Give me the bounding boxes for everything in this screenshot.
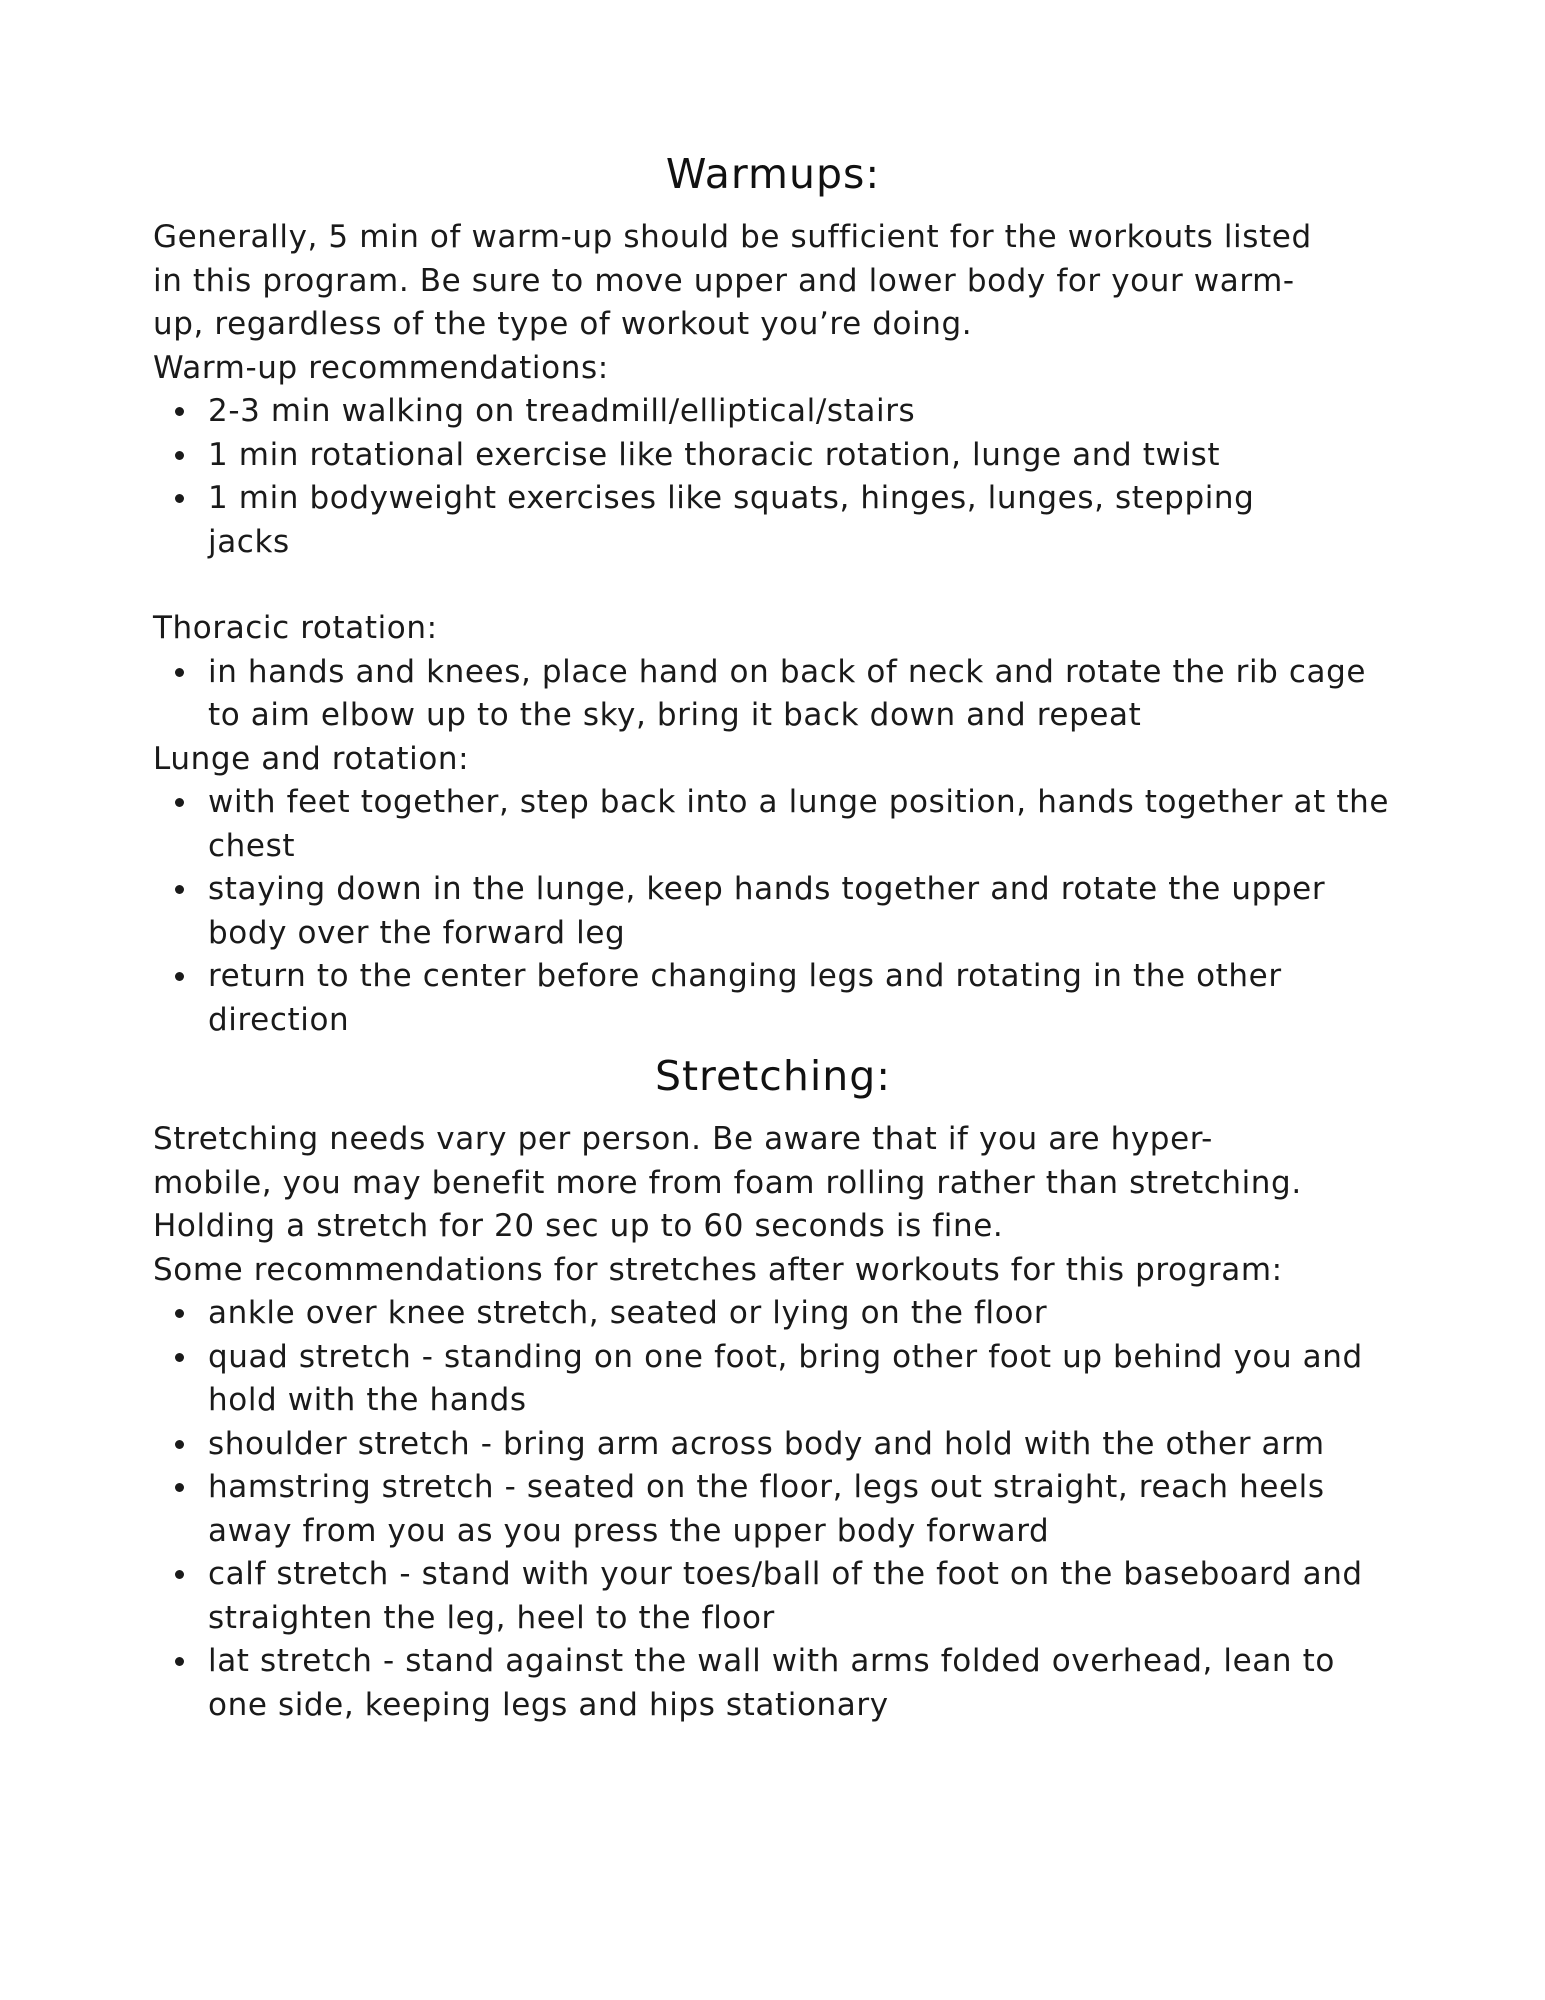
list-item-text: staying down in the lunge, keep hands together and rotate the upper body over the forward leg xyxy=(208,871,1326,951)
bullet-icon xyxy=(175,798,184,807)
stretch-recommendations-label: Some recommendations for stretches after workouts for this program: xyxy=(153,1251,1283,1288)
list-item-text: 1 min bodyweight exercises like squats, hinges, lunges, stepping jacks xyxy=(208,480,1255,560)
list-item xyxy=(208,390,1393,434)
list-item-text: quad stretch - standing on one foot, bring other foot up behind you and hold with the hands xyxy=(208,1338,1363,1418)
lunge-rotation-list xyxy=(153,781,1393,1042)
list-item xyxy=(208,1640,1393,1727)
list-item-text: hamstring stretch - seated on the floor, legs out straight, reach heels away from you as you press the upper body forward xyxy=(208,1469,1325,1549)
warmups-heading: Warmups: xyxy=(665,150,881,198)
list-item-text: return to the center before changing legs and rotating in the other direction xyxy=(208,958,1282,1038)
list-item-text: shoulder stretch - bring arm across body and hold with the other arm xyxy=(208,1425,1325,1462)
list-item xyxy=(208,434,1393,478)
list-item xyxy=(208,955,1393,1042)
list-item-text: with feet together, step back into a lunge position, hands together at the chest xyxy=(208,784,1390,864)
bullet-icon xyxy=(175,494,184,503)
bullet-icon xyxy=(175,1440,184,1449)
warmups-intro-line: Generally, 5 min of warm-up should be sufficient for the workouts listed xyxy=(153,219,1312,255)
list-item-text: 2-3 min walking on treadmill/elliptical/stairs xyxy=(208,393,916,429)
stretch-recommendations-list xyxy=(153,1292,1393,1727)
warmups-intro-line: in this program. Be sure to move upper and lower body for your warm- xyxy=(153,262,1295,299)
list-item xyxy=(208,1553,1393,1640)
list-item-text: calf stretch - stand with your toes/ball of the foot on the baseboard and straighten the leg, heel to the floor xyxy=(208,1556,1363,1636)
stretching-intro xyxy=(153,1118,1393,1249)
bullet-icon xyxy=(175,1309,184,1318)
bullet-icon xyxy=(175,668,184,677)
bullet-icon xyxy=(175,1353,184,1362)
list-item-text: lat stretch - stand against the wall with arms folded overhead, lean to one side, keeping legs and hips stationary xyxy=(208,1643,1335,1723)
stretching-intro-line: mobile, you may benefit more from foam rolling rather than stretching. xyxy=(153,1164,1302,1201)
bullet-icon xyxy=(175,1570,184,1579)
list-item xyxy=(208,1336,1393,1423)
thoracic-rotation-label: Thoracic rotation: xyxy=(153,610,438,646)
list-item-text: 1 min rotational exercise like thoracic rotation, lunge and twist xyxy=(208,436,1221,473)
warmup-recommendations-list xyxy=(153,390,1393,564)
list-item xyxy=(208,1292,1393,1336)
warmup-recommendations-label: Warm-up recommendations: xyxy=(153,349,609,386)
list-item xyxy=(208,781,1393,868)
stretching-intro-line: Stretching needs vary per person. Be aware that if you are hyper- xyxy=(153,1121,1213,1157)
list-item xyxy=(208,1423,1393,1467)
list-item xyxy=(208,1466,1393,1553)
stretching-intro-line: Holding a stretch for 20 sec up to 60 seconds is fine. xyxy=(153,1208,1004,1244)
list-item xyxy=(208,868,1393,955)
list-item xyxy=(208,651,1393,738)
stretching-heading: Stretching: xyxy=(654,1052,892,1100)
lunge-rotation-label: Lunge and rotation: xyxy=(153,740,470,777)
bullet-icon xyxy=(175,1483,184,1492)
list-item-text: ankle over knee stretch, seated or lying on the floor xyxy=(208,1295,1048,1331)
warmups-intro xyxy=(153,216,1393,347)
list-item-text: in hands and knees, place hand on back of neck and rotate the rib cage to aim elbow up to the sky, bring it back down and repeat xyxy=(208,653,1367,733)
thoracic-rotation-list xyxy=(153,651,1393,738)
list-item xyxy=(208,477,1393,564)
warmups-intro-line: up, regardless of the type of workout you’re doing. xyxy=(153,306,973,342)
bullet-icon xyxy=(175,451,184,460)
bullet-icon xyxy=(175,1657,184,1666)
document-page xyxy=(153,146,1393,1727)
bullet-icon xyxy=(175,972,184,981)
bullet-icon xyxy=(175,407,184,416)
bullet-icon xyxy=(175,885,184,894)
